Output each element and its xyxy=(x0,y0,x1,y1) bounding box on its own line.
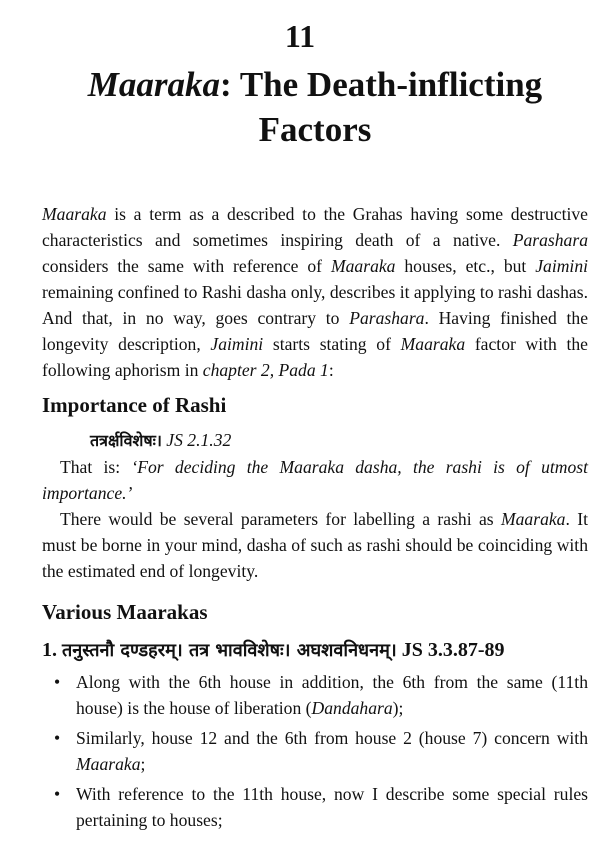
section-heading-various-maarakas: Various Maarakas xyxy=(42,600,208,624)
chapter-number: 11 xyxy=(284,18,316,54)
text-run: factor with the following aphorism in xyxy=(42,334,588,380)
text-run: ); xyxy=(392,698,404,718)
italic-text: Maaraka xyxy=(500,509,566,529)
text-run: Along with the 6th house in addition, the 6th from the same (11th house) is the house of liberation ( xyxy=(76,672,588,718)
verse-reference: JS 2.1.32 xyxy=(166,430,232,450)
italic-text: Maaraka xyxy=(76,754,141,774)
italic-text: Jaimini xyxy=(210,334,264,354)
italic-text: Maaraka xyxy=(400,334,466,354)
text-run: ; xyxy=(140,754,146,774)
list-item xyxy=(76,669,588,721)
text-run: With reference to the 11th house, now I describe some special rules pertaining to houses; xyxy=(76,784,588,830)
text-run: starts stating of xyxy=(263,334,401,354)
text-run: Similarly, house 12 and the 6th from house 2 (house 7) concern with xyxy=(76,728,588,748)
text-run: : The Death-inflicting Factors xyxy=(220,65,543,149)
italic-text: Maaraka xyxy=(87,65,221,104)
text-run: considers the same with reference of xyxy=(42,256,331,276)
text-run: . It must be borne in your mind, dasha of such as rashi should be coinciding with the estimated end of longevity. xyxy=(42,509,588,581)
verse-sanskrit: तनुस्तनौ दण्डहरम्। तत्र भावविशेषः। अघशवनिधनम्। xyxy=(62,640,397,661)
bullet-list xyxy=(42,669,588,833)
text-run: is a term as a described to the Grahas having some destructive characteristics and sometimes inspiring death of a native. xyxy=(42,204,588,250)
italic-text: Parashara xyxy=(349,308,425,328)
text-run: . Having finished the longevity description, xyxy=(42,308,588,354)
italic-text: ‘For deciding the Maaraka dasha, the rashi is of utmost importance.’ xyxy=(42,457,588,503)
list-item xyxy=(76,725,588,777)
text-run: There would be several parameters for labelling a rashi as xyxy=(60,509,501,529)
text-run: houses, etc., but xyxy=(395,256,536,276)
italic-text: Maaraka xyxy=(42,204,107,224)
text-run: remaining confined to Rashi dasha only, describes it applying to rashi dashas. And that, in no way, goes contrary to xyxy=(42,282,588,328)
text-run: : xyxy=(328,360,334,380)
verse-number: 1. xyxy=(42,639,57,661)
list-item xyxy=(76,781,588,833)
verse-reference: JS 3.3.87-89 xyxy=(401,639,505,661)
intro-paragraph xyxy=(42,201,588,383)
page-body xyxy=(42,201,588,837)
paragraph xyxy=(42,454,588,506)
section-heading-importance-of-rashi: Importance of Rashi xyxy=(42,393,227,417)
verse-sanskrit: तत्रर्क्षविशेषः। xyxy=(90,431,162,450)
italic-text: Parashara xyxy=(512,230,588,250)
paragraph xyxy=(42,506,588,584)
verse-js-2-1-32 xyxy=(42,427,588,454)
verse-js-3-3-87-89 xyxy=(42,636,588,665)
chapter-title xyxy=(40,62,590,152)
italic-text: chapter 2, Pada 1 xyxy=(202,360,329,380)
text-run: That is: xyxy=(60,457,132,477)
italic-text: Jaimini xyxy=(535,256,589,276)
italic-text: Dandahara xyxy=(311,698,393,718)
italic-text: Maaraka xyxy=(330,256,396,276)
